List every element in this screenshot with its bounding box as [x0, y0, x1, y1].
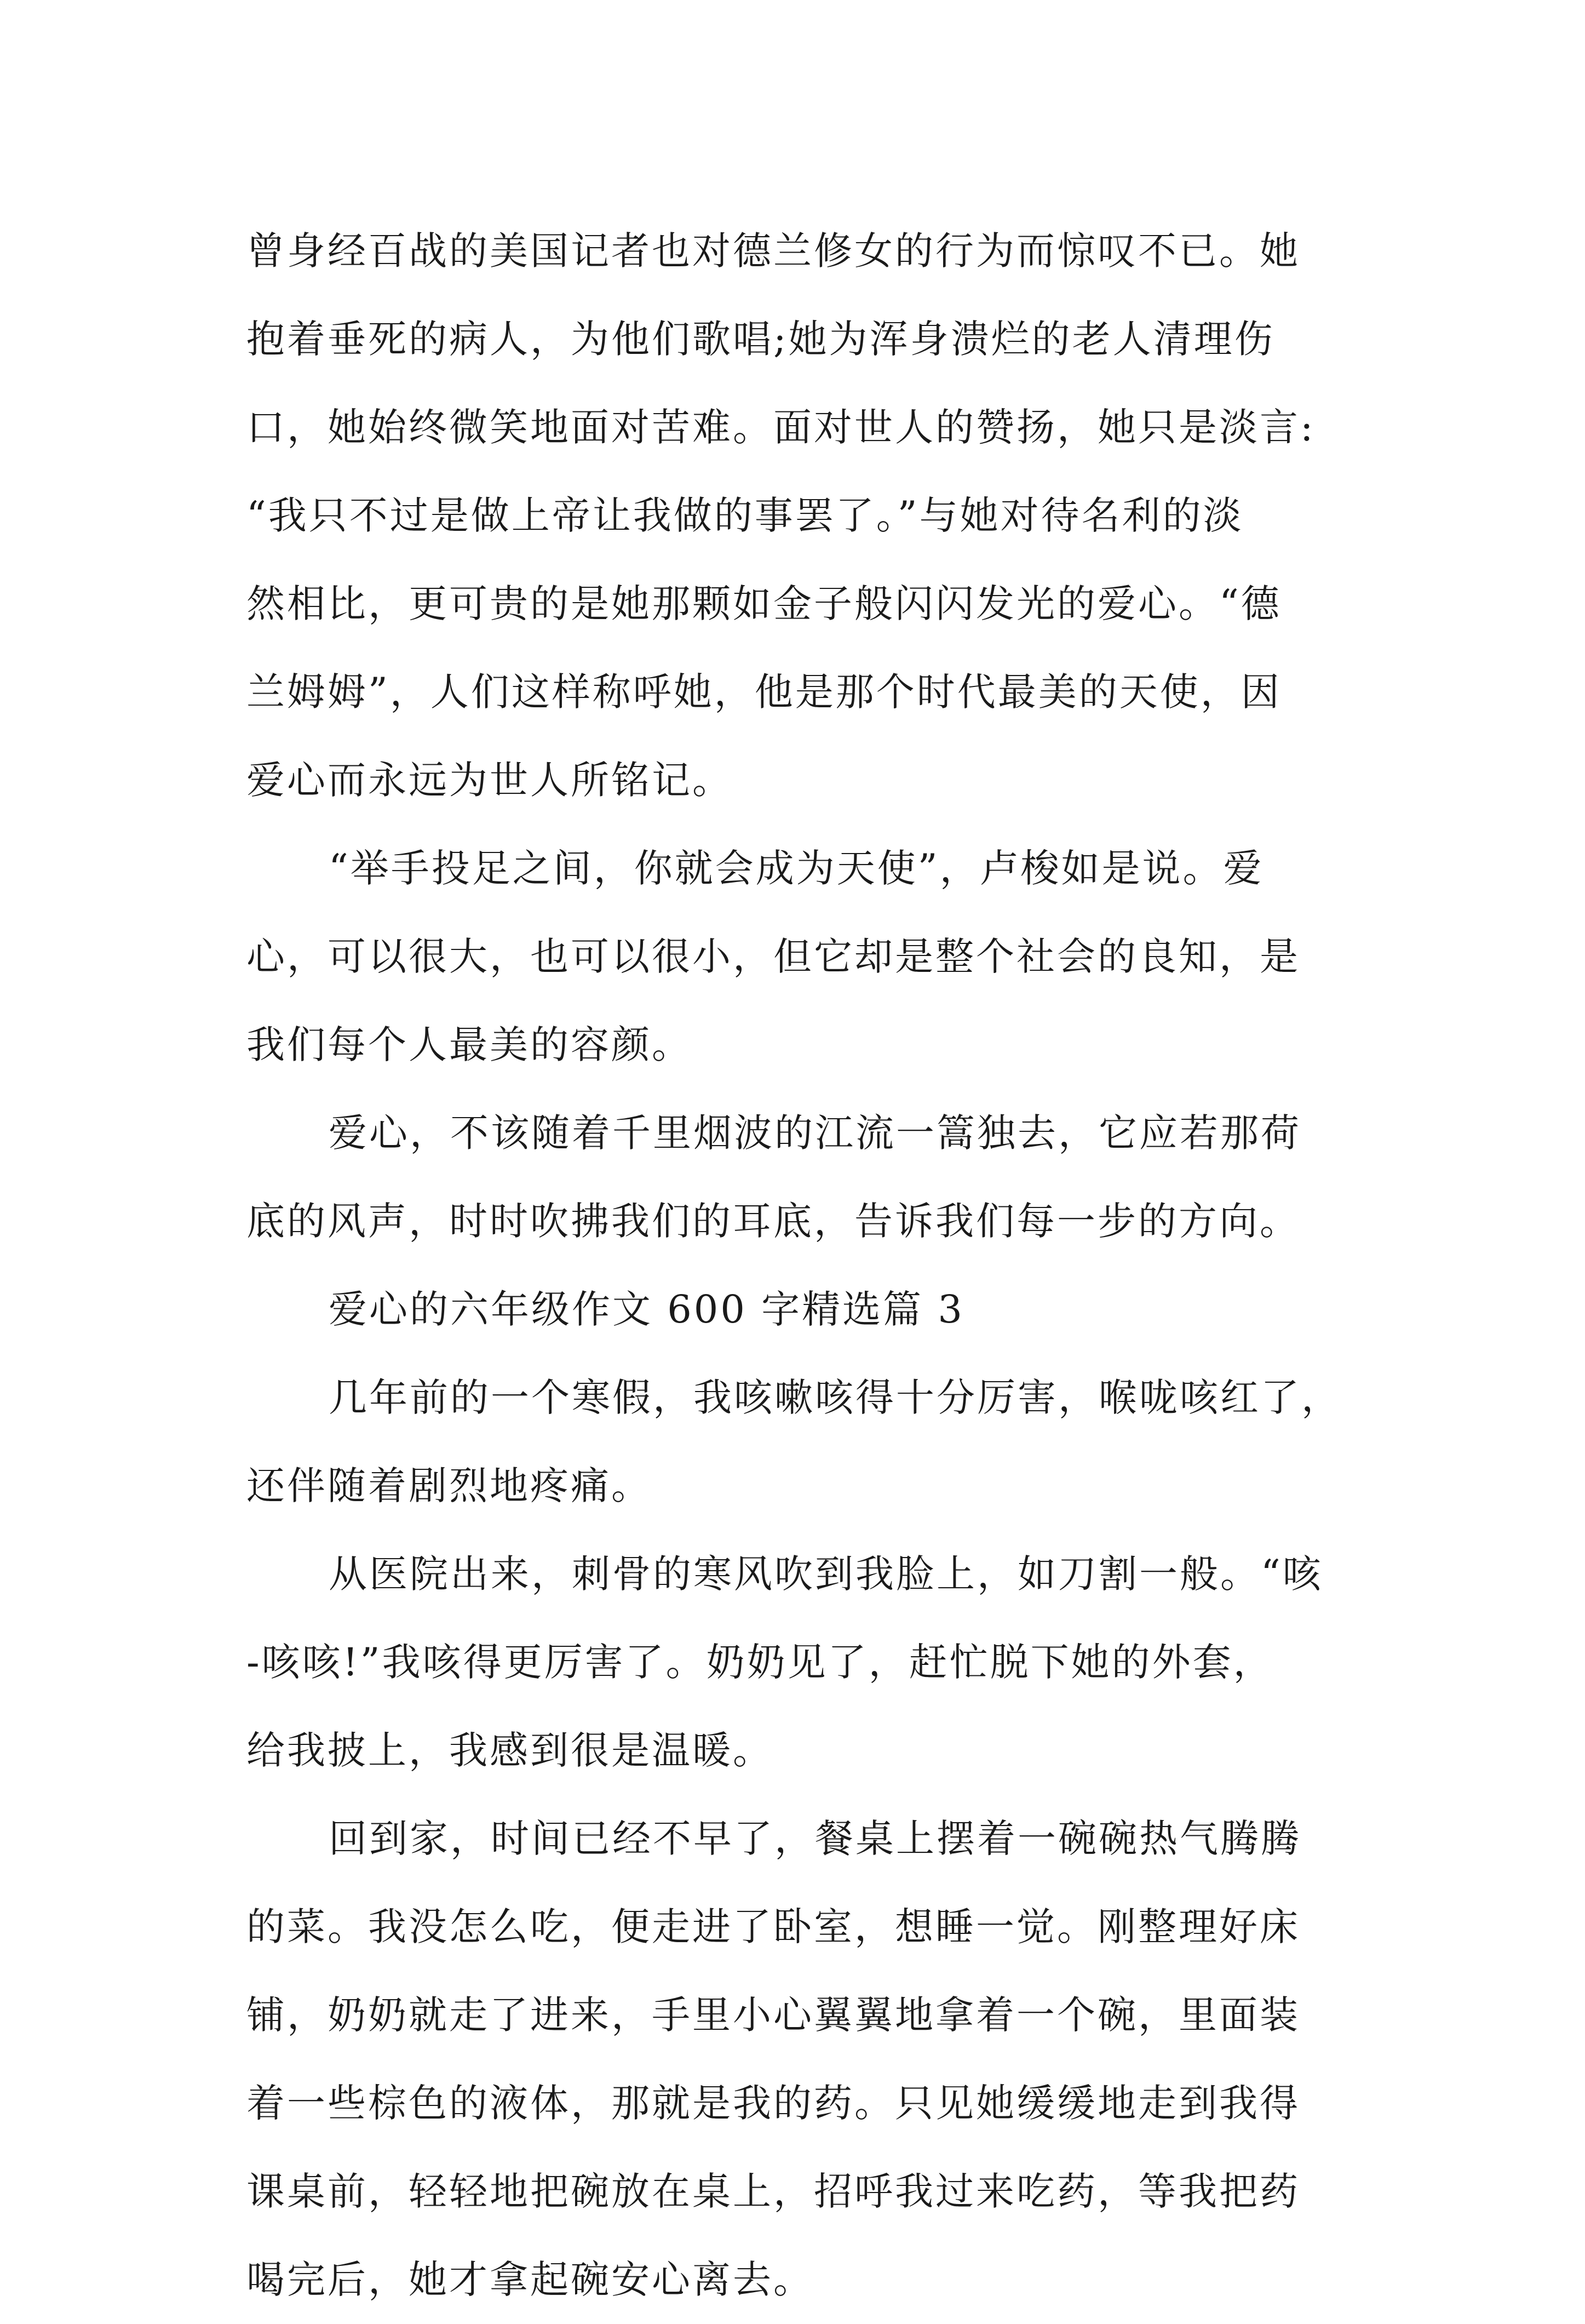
- text-line: 着一些棕色的液体，那就是我的药。只见她缓缓地走到我得: [246, 2081, 1300, 2126]
- text-line: 几年前的一个寒假，我咳嗽咳得十分厉害，喉咙咳红了，: [329, 1375, 1342, 1420]
- section-heading: 爱心的六年级作文 600 字精选篇 3: [329, 1287, 964, 1332]
- text-line: 课桌前，轻轻地把碗放在桌上，招呼我过来吃药，等我把药: [246, 2169, 1300, 2214]
- text-line: 底的风声，时时吹拂我们的耳底，告诉我们每一步的方向。: [246, 1199, 1300, 1244]
- text-line: 兰姆姆”，人们这样称呼她，他是那个时代最美的天使，因: [246, 669, 1282, 714]
- text-line: 心，可以很大，也可以很小，但它却是整个社会的良知，是: [246, 934, 1300, 979]
- text-line: “我只不过是做上帝让我做的事罢了。”与她对待名利的淡: [246, 493, 1244, 538]
- text-line: “举手投足之间，你就会成为天使”，卢梭如是说。爱: [329, 846, 1264, 891]
- text-line: 爱心，不该随着千里烟波的江流一篙独去，它应若那荷: [329, 1111, 1301, 1155]
- text-line: 从医院出来，刺骨的寒风吹到我脸上，如刀割一般。“咳: [329, 1552, 1323, 1596]
- text-line: 然相比，更可贵的是她那颗如金子般闪闪发光的爱心。“德: [246, 581, 1282, 626]
- text-line: 口，她始终微笑地面对苦难。面对世人的赞扬，她只是淡言:: [246, 405, 1316, 450]
- text-line: 抱着垂死的病人，为他们歌唱;她为浑身溃烂的老人清理伤: [246, 317, 1275, 362]
- body-text: [246, 207, 1386, 2324]
- text-line: -咳咳!”我咳得更厉害了。奶奶见了，赶忙脱下她的外套，: [246, 1640, 1274, 1685]
- text-line: 喝完后，她才拿起碗安心离去。: [246, 2257, 814, 2302]
- text-line: 的菜。我没怎么吃，便走进了卧室，想睡一觉。刚整理好床: [246, 1904, 1300, 1949]
- text-line: 铺，奶奶就走了进来，手里小心翼翼地拿着一个碗，里面装: [246, 1993, 1300, 2037]
- text-line: 曾身经百战的美国记者也对德兰修女的行为而惊叹不已。她: [246, 228, 1300, 273]
- text-line: 回到家，时间已经不早了，餐桌上摆着一碗碗热气腾腾: [329, 1816, 1301, 1861]
- text-line: 我们每个人最美的容颜。: [246, 1022, 692, 1067]
- text-line: 给我披上，我感到很是温暖。: [246, 1728, 773, 1773]
- text-line: 还伴随着剧烈地疼痛。: [246, 1463, 652, 1508]
- text-line: 爱心而永远为世人所铭记。: [246, 758, 733, 803]
